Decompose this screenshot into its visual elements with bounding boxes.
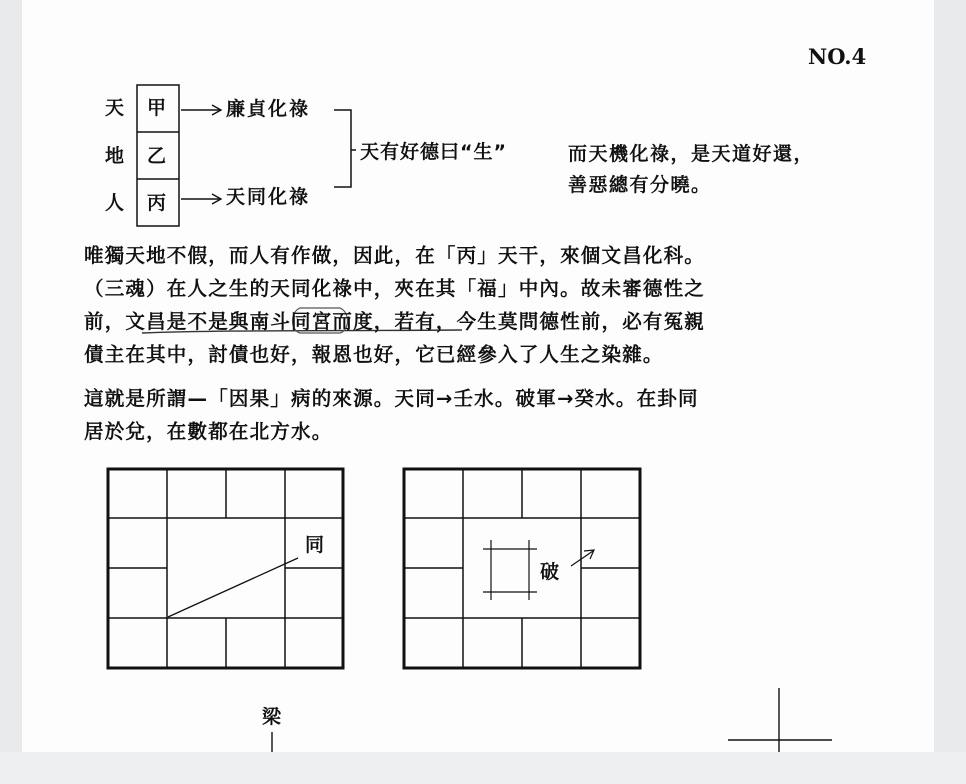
target-tiantong: 天同化祿 [226, 186, 311, 208]
bracket [334, 110, 351, 187]
realm-heaven: 天 [105, 97, 125, 119]
left-grid [108, 469, 343, 668]
paragraph-1-line: （三魂）在人之生的天同化祿中，夾在其「福」中內。故未審德性之 [84, 277, 706, 300]
stem-jia: 甲 [147, 97, 167, 119]
grid-left-label: 同 [305, 534, 325, 556]
bottom-label: 梁 [262, 706, 282, 728]
bracket-label: 天有好德曰“生” [360, 141, 507, 163]
right-grid [404, 469, 640, 668]
paragraph-1-line: 債主在其中，討債也好，報恩也好，它已經參入了人生之染雜。 [84, 343, 664, 366]
paragraph-1-line: 唯獨天地不假，而人有作做，因此，在「丙」天干，來個文昌化科。 [84, 244, 706, 267]
arrow-top [181, 105, 221, 115]
realm-human: 人 [105, 192, 125, 214]
stem-bing: 丙 [147, 192, 167, 214]
realm-earth: 地 [105, 145, 125, 167]
paragraph-2-line: 居於兌，在數都在北方水。 [84, 420, 333, 443]
side-note-line-2: 善惡總有分曉。 [568, 174, 712, 196]
arrow-bottom [181, 194, 221, 204]
paragraph-2 [84, 382, 884, 448]
stem-yi: 乙 [147, 145, 167, 167]
page-number: NO.4 [808, 44, 867, 69]
side-note-line-1: 而天機化祿，是天道好還， [568, 143, 815, 165]
paragraph-1 [84, 239, 884, 371]
bottom-right-cross [728, 688, 832, 752]
grid-right-label: 破 [540, 561, 560, 583]
paragraph-2-line: 這就是所謂—「因果」病的來源。天同→壬水。破軍→癸水。在卦同 [84, 387, 699, 410]
paragraph-1-line: 前，文昌是不是與南斗同宮而度，若有，今生莫問德性前，必有冤親 [84, 310, 706, 333]
target-lianzhen: 廉貞化祿 [226, 98, 311, 120]
